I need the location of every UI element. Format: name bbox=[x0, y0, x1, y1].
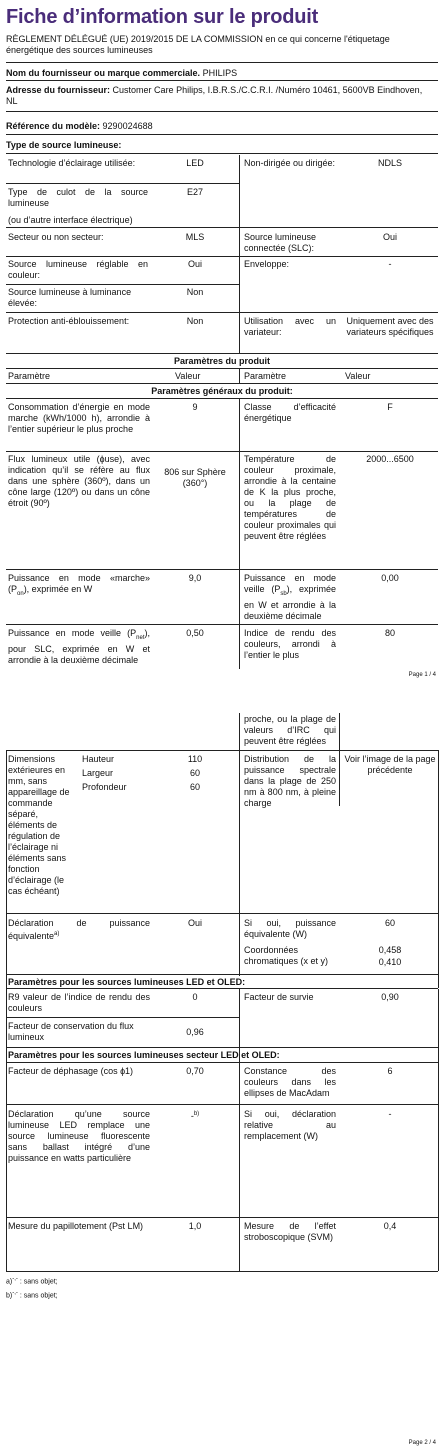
led-params-title: Paramètres pour les sources lumineuses LED et OLED: bbox=[8, 977, 246, 987]
supplier-row bbox=[6, 68, 436, 79]
width-label: Largeur bbox=[82, 768, 114, 778]
standby-power-label bbox=[244, 573, 336, 622]
border bbox=[6, 750, 7, 988]
width-value: 60 bbox=[189, 768, 200, 778]
superscript: b) bbox=[193, 1111, 200, 1117]
cap-type-note: (ou d’autre interface électrique) bbox=[8, 215, 133, 225]
general-params-title: Paramètres généraux du produit: bbox=[151, 386, 293, 396]
divider bbox=[6, 624, 438, 625]
divider bbox=[6, 227, 438, 228]
col-value-header: Valeur bbox=[175, 371, 201, 381]
energy-class-value: F bbox=[387, 402, 393, 412]
text: Puissance en mode «marche» (P bbox=[8, 573, 150, 594]
type-label: Type de source lumineuse: bbox=[6, 140, 122, 150]
envelope-label: Enveloppe: bbox=[244, 259, 290, 269]
energy-consumption-label: Consommation d’énergie en mode marche (kWh/1000 h), arrondie à l’entier supérieur le plus proche bbox=[8, 402, 150, 434]
replacement-claim-value bbox=[160, 1109, 230, 1122]
mains-label: Secteur ou non secteur: bbox=[8, 232, 104, 242]
on-mode-power-label bbox=[8, 573, 150, 600]
border bbox=[438, 1062, 439, 1271]
col-value-header-2: Valeur bbox=[345, 371, 371, 381]
cri-label-continued: proche, ou la plage de valeurs d’IRC qui peuvent être réglées bbox=[244, 714, 336, 746]
equivalent-power-label bbox=[8, 918, 150, 942]
divider bbox=[6, 913, 438, 914]
divider bbox=[6, 80, 438, 81]
text: ), exprimée en W et arrondie à la deuxième décimale bbox=[244, 584, 336, 621]
anti-glare-value: Non bbox=[186, 316, 204, 326]
standby-power-value: 0,00 bbox=[381, 573, 399, 583]
mains-led-params-title: Paramètres pour les sources lumineuses secteur LED et OLED: bbox=[8, 1050, 280, 1060]
subscript: sb bbox=[280, 590, 287, 597]
replacement-watts-label: Si oui, déclaration relative au remplacement (W) bbox=[244, 1109, 336, 1141]
high-luminance-value: Non bbox=[186, 287, 204, 297]
subscript: net bbox=[136, 634, 145, 641]
page-number: Page 2 / 4 bbox=[408, 1440, 436, 1446]
technology-value: LED bbox=[186, 158, 204, 168]
datasheet-page-1 bbox=[0, 0, 442, 682]
lumen-maintenance-value: 0,96 bbox=[186, 1027, 204, 1037]
superscript: -,- bbox=[12, 1290, 18, 1296]
networked-standby-value: 0,50 bbox=[186, 628, 204, 638]
text: Puissance en mode veille (P bbox=[244, 573, 336, 594]
divider bbox=[6, 368, 438, 369]
survival-factor-label: Facteur de survie bbox=[244, 992, 314, 1002]
superscript: -,- bbox=[12, 1276, 18, 1282]
divider bbox=[6, 312, 438, 313]
datasheet-page-2 bbox=[0, 713, 442, 1450]
divider bbox=[6, 988, 438, 989]
connected-value: Oui bbox=[382, 232, 397, 242]
tunable-value: Oui bbox=[187, 259, 202, 269]
subscript: on bbox=[17, 590, 24, 597]
divider bbox=[6, 134, 438, 135]
stroboscopic-label: Mesure de l’effet stroboscopique (SVM) bbox=[244, 1221, 336, 1242]
divider bbox=[6, 62, 438, 63]
depth-value: 60 bbox=[189, 782, 200, 792]
text: : sans objet; bbox=[17, 1278, 58, 1286]
model-label: Référence du modèle: bbox=[6, 121, 101, 131]
divider bbox=[6, 111, 438, 112]
stroboscopic-value: 0,4 bbox=[383, 1221, 397, 1231]
text: ), exprimée en W bbox=[23, 584, 93, 594]
divider bbox=[6, 353, 438, 354]
cct-value: 2000...6500 bbox=[366, 454, 414, 464]
high-luminance-label: Source lumineuse à luminance élevée: bbox=[8, 287, 132, 308]
directional-value: NDLS bbox=[377, 158, 402, 168]
height-label: Hauteur bbox=[82, 754, 115, 764]
energy-class-label: Classe d’efficacité énergétique bbox=[244, 402, 336, 423]
column-divider bbox=[239, 399, 240, 669]
model-value: 9290024688 bbox=[102, 121, 153, 131]
flicker-value: 1,0 bbox=[188, 1221, 202, 1231]
text: a) bbox=[6, 1278, 13, 1286]
border bbox=[6, 1062, 7, 1271]
dimensions-label: Dimensions extérieures en mm, sans appareillage de commande séparé, éléments de régulation de l’éclairage ni éléments sans fonction d’éclairage (le cas échéant) bbox=[8, 754, 70, 896]
border bbox=[438, 750, 439, 988]
address-row bbox=[6, 85, 436, 107]
envelope-value: - bbox=[388, 259, 392, 269]
divider bbox=[6, 256, 438, 257]
document-title: Fiche d’information sur le produit bbox=[6, 6, 319, 28]
product-params-title: Paramètres du produit bbox=[173, 356, 271, 366]
column-divider bbox=[239, 369, 240, 383]
replacement-watts-value: - bbox=[388, 1109, 392, 1119]
divider bbox=[6, 1062, 438, 1063]
height-value: 110 bbox=[187, 754, 203, 764]
cap-type-label: Type de culot de la source lumineuse bbox=[8, 187, 148, 208]
column-divider bbox=[239, 1062, 240, 1271]
text: Puissance en mode veille (P bbox=[8, 628, 137, 638]
column-divider bbox=[239, 155, 240, 353]
text: - bbox=[190, 1111, 194, 1121]
on-mode-power-value: 9,0 bbox=[188, 573, 202, 583]
text: b) bbox=[6, 1292, 13, 1300]
divider bbox=[6, 153, 438, 154]
tunable-label: Source lumineuse réglable en couleur: bbox=[8, 259, 148, 280]
replacement-claim-label: Déclaration qu’une source lumineuse LED remplace une source lumineuse fluorescente sans ballast intégré d’une puissance en watts particulière bbox=[8, 1109, 150, 1163]
supplier-value: PHILIPS bbox=[202, 68, 238, 78]
luminous-flux-value: 806 sur Sphère (360°) bbox=[164, 467, 226, 488]
model-row bbox=[6, 121, 436, 132]
col-param-header: Paramètre bbox=[8, 371, 51, 381]
depth-label: Profondeur bbox=[82, 782, 127, 792]
footnote-b bbox=[6, 1289, 58, 1300]
cap-type-value: E27 bbox=[186, 187, 203, 197]
divider bbox=[6, 1271, 438, 1272]
superscript: a) bbox=[54, 931, 60, 937]
divider bbox=[6, 1217, 438, 1218]
r9-value: 0 bbox=[192, 992, 198, 1002]
regulation-text: RÈGLEMENT DÉLÉGUÉ (UE) 2019/2015 DE LA COMMISSION en ce qui concerne l'étiquetage énergétique des sources lumineuses bbox=[6, 34, 390, 55]
text: ), pour SLC, exprimée en W et arrondie à la deuxième décimale bbox=[8, 628, 150, 665]
mains-value: MLS bbox=[185, 232, 205, 242]
energy-consumption-value: 9 bbox=[192, 402, 198, 412]
divider bbox=[6, 1104, 438, 1105]
cri-label: Indice de rendu des couleurs, arrondi à l’entier le plus bbox=[244, 628, 336, 660]
r9-label: R9 valeur de l’indice de rendu des couleurs bbox=[8, 992, 150, 1013]
address-label: Adresse du fournisseur: bbox=[6, 85, 111, 95]
column-divider bbox=[239, 751, 240, 976]
spectral-distribution-value: Voir l’image de la page précédente bbox=[344, 754, 436, 775]
page-number: Page 1 / 4 bbox=[408, 672, 436, 678]
footnote-a bbox=[6, 1275, 58, 1286]
spectral-distribution-label: Distribution de la puissance spectrale dans la plage de 250 nm à 800 nm, à pleine charge bbox=[244, 754, 336, 808]
connected-label: Source lumineuse connectée (SLC): bbox=[244, 232, 317, 253]
divider bbox=[6, 974, 438, 975]
displacement-factor-label: Facteur de déphasage (cos ɸ1) bbox=[8, 1066, 134, 1076]
divider bbox=[6, 569, 438, 570]
survival-factor-value: 0,90 bbox=[381, 992, 399, 1002]
divider bbox=[6, 451, 438, 452]
chromaticity-x-value: 0,458 bbox=[378, 945, 402, 955]
divider bbox=[6, 1017, 239, 1018]
dimmer-value: Uniquement avec des variateurs spécifiques bbox=[346, 316, 434, 337]
cri-value: 80 bbox=[384, 628, 395, 638]
equivalent-watts-label: Si oui, puissance équivalente (W) bbox=[244, 918, 336, 939]
flicker-label: Mesure du papillotement (Pst LM) bbox=[8, 1221, 144, 1231]
divider bbox=[6, 1047, 438, 1048]
divider bbox=[6, 398, 438, 399]
color-consistency-value: 6 bbox=[387, 1066, 393, 1076]
dimmer-label: Utilisation avec un variateur: bbox=[244, 316, 336, 337]
text: Déclaration de puissance équivalente bbox=[8, 918, 150, 941]
equivalent-watts-value: 60 bbox=[384, 918, 395, 928]
lumen-maintenance-label: Facteur de conservation du flux lumineux bbox=[8, 1021, 134, 1042]
cct-label: Température de couleur proximale, arrondie à la centaine de K la plus proche, ou la plage de températures de couleur proximales qui peuvent être réglées bbox=[244, 454, 336, 541]
directional-label: Non-dirigée ou dirigée: bbox=[244, 158, 336, 168]
chromaticity-label: Coordonnées chromatiques (x et y) bbox=[244, 945, 329, 966]
divider bbox=[6, 284, 239, 285]
chromaticity-y-value: 0,410 bbox=[378, 957, 402, 967]
color-consistency-label: Constance des couleurs dans les ellipses de MacAdam bbox=[244, 1066, 336, 1098]
address-value: Customer Care Philips, I.B.R.S./C.C.R.I. /Numéro 10461, 5600VB Eindhoven, NL bbox=[6, 85, 423, 106]
networked-standby-label bbox=[8, 628, 150, 666]
divider bbox=[6, 750, 438, 751]
displacement-factor-value: 0,70 bbox=[186, 1066, 204, 1076]
supplier-label: Nom du fournisseur ou marque commerciale. bbox=[6, 68, 201, 78]
divider bbox=[6, 183, 239, 184]
divider bbox=[6, 383, 438, 384]
equivalent-power-value: Oui bbox=[187, 918, 202, 928]
anti-glare-label: Protection anti-éblouissement: bbox=[8, 316, 130, 326]
column-divider bbox=[339, 713, 340, 806]
technology-label: Technologie d’éclairage utilisée: bbox=[8, 158, 136, 168]
text: : sans objet; bbox=[17, 1292, 58, 1300]
luminous-flux-label: Flux lumineux utile (ɸuse), avec indication qu’il se réfère au flux dans une sphère (360º), dans un cône large (120º) ou dans un cône étroit (90º) bbox=[8, 454, 150, 508]
col-param-header-2: Paramètre bbox=[244, 371, 287, 381]
